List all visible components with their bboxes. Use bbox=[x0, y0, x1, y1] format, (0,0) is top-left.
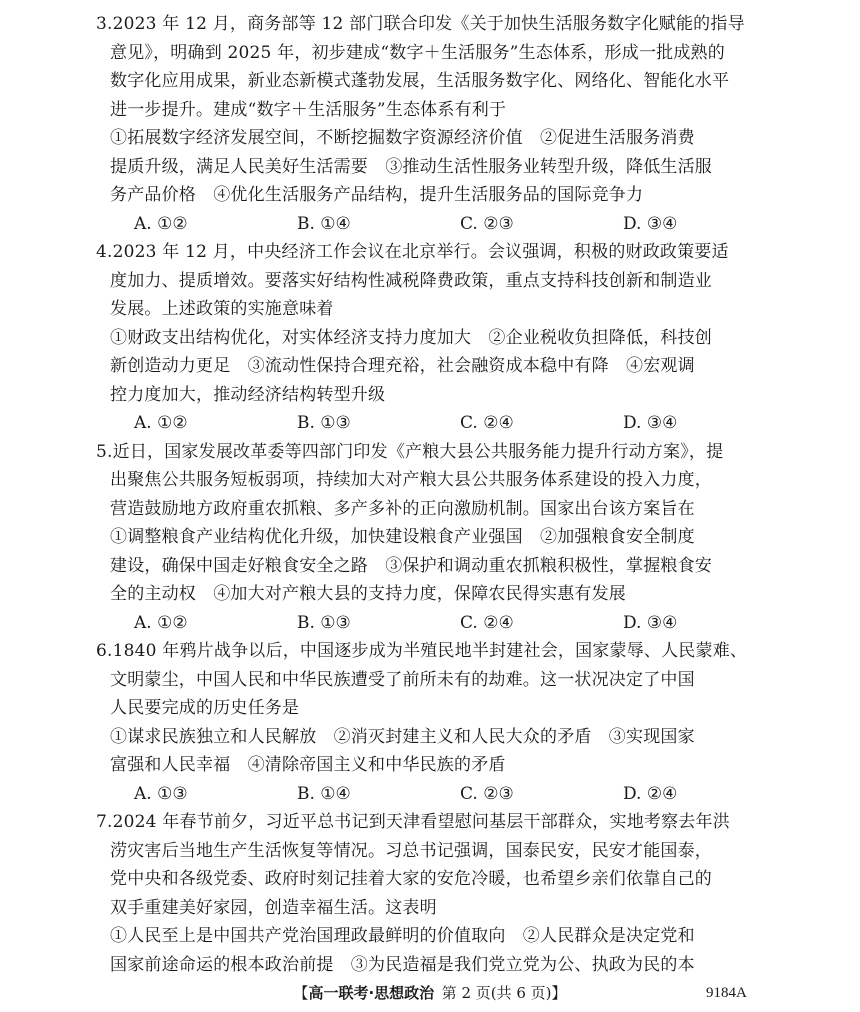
question-stem-text: 党中央和各级党委、政府时刻记挂着大家的安危冷暖，也希望乡亲们依靠自己的 bbox=[110, 869, 712, 889]
question-stem-line bbox=[110, 295, 760, 324]
question-stem-line bbox=[110, 666, 760, 695]
question-stem-line bbox=[96, 238, 760, 267]
answer-options bbox=[110, 780, 760, 809]
answer-option-a: A. ①② bbox=[134, 213, 188, 234]
footer-dot: · bbox=[368, 984, 375, 1002]
answer-options bbox=[110, 409, 760, 438]
question-stem-text: 1840 年鸦片战争以后，中国逐步成为半殖民地半封建社会，国家蒙辱、人民蒙难、 bbox=[112, 641, 748, 661]
answer-options bbox=[110, 210, 760, 239]
question-stem-line bbox=[110, 865, 760, 894]
answer-options bbox=[110, 609, 760, 638]
statement-line: 控力度加大，推动经济结构转型升级 bbox=[110, 384, 386, 405]
statement-line: ①调整粮食产业结构优化升级，加快建设粮食产业强国 ②加强粮食安全制度 bbox=[110, 527, 695, 547]
question-stem-line bbox=[110, 466, 760, 495]
question-5 bbox=[96, 438, 760, 638]
footer-page-number: 第 2 页(共 6 页) bbox=[441, 984, 552, 1002]
statement-line: 全的主动权 ④加大对产粮大县的支持力度，保障农民得实惠有发展 bbox=[110, 584, 626, 604]
question-stem-line bbox=[96, 637, 760, 666]
question-stem-text: 近日，国家发展改革委等四部门印发《产粮大县公共服务能力提升行动方案》，提 bbox=[112, 441, 724, 462]
answer-option-b: B. ①③ bbox=[297, 413, 351, 433]
footer-right-bracket: 】 bbox=[551, 984, 567, 1002]
footer-exam: 高一联考 bbox=[308, 984, 369, 1002]
statement-line: ①人民至上是中国共产党治国理政最鲜明的价值取向 ②人民群众是决定党和 bbox=[110, 926, 695, 946]
question-stem-text: 数字化应用成果，新业态新模式蓬勃发展，生活服务数字化、网络化、智能化水平 bbox=[110, 71, 730, 91]
statement-line: 新创造动力更足 ③流动性保持合理充裕，社会融资成本稳中有降 ④宏观调 bbox=[110, 356, 695, 376]
answer-option-a: A. ①③ bbox=[134, 783, 188, 804]
question-stem-text: 文明蒙尘，中国人民和中华民族遭受了前所未有的劫难。这一状况决定了中国 bbox=[110, 669, 695, 690]
question-stem-text: 出聚焦公共服务短板弱项，持续加大对产粮大县公共服务体系建设的投入力度， bbox=[110, 470, 712, 490]
question-number: 7. bbox=[96, 812, 113, 832]
answer-option-b: B. ①③ bbox=[297, 612, 351, 633]
answer-option-b: B. ①④ bbox=[297, 213, 351, 234]
answer-option-a: A. ①② bbox=[134, 413, 188, 433]
question-6 bbox=[96, 637, 760, 808]
statement-line: 国家前途命运的根本政治前提 ③为民造福是我们党立党为公、执政为民的本 bbox=[110, 954, 695, 975]
answer-option-d: D. ③④ bbox=[623, 612, 678, 633]
statement-line: ①拓展数字经济发展空间，不断挖掘数字资源经济价值 ②促进生活服务消费 bbox=[110, 128, 695, 148]
question-stem-line bbox=[110, 495, 760, 524]
answer-option-d: D. ③④ bbox=[623, 413, 678, 433]
page-footer bbox=[0, 980, 860, 1006]
statement-line: ①谋求民族独立和人民解放 ②消灭封建主义和人民大众的矛盾 ③实现国家 bbox=[110, 726, 695, 747]
question-stem-line bbox=[110, 694, 760, 723]
question-stem-line bbox=[96, 438, 760, 467]
question-stem-text: 人民要完成的历史任务是 bbox=[110, 698, 300, 718]
statement-line: ①财政支出结构优化，对实体经济支持力度加大 ②企业税收负担降低，科技创 bbox=[110, 327, 712, 348]
question-stem-text: 度加力、提质增效。要落实好结构性减税降费政策，重点支持科技创新和制造业 bbox=[110, 270, 712, 291]
question-stem-text: 营造鼓励地方政府重农抓粮、多产多补的正向激励机制。国家出台该方案旨在 bbox=[110, 498, 695, 519]
question-stem-line bbox=[110, 894, 760, 923]
statement-line: 提质升级，满足人民美好生活需要 ③推动生活性服务业转型升级，降低生活服 bbox=[110, 156, 712, 177]
question-stem-text: 双手重建美好家园，创造幸福生活。这表明 bbox=[110, 897, 437, 918]
question-stem-text: 意见》，明确到 2025 年，初步建成“数字＋生活服务”生态体系，形成一批成熟的 bbox=[110, 42, 725, 63]
question-stem-line bbox=[110, 67, 760, 96]
answer-option-c: C. ②④ bbox=[460, 413, 514, 433]
question-stem-text: 进一步提升。建成“数字＋生活服务”生态体系有利于 bbox=[110, 99, 507, 120]
answer-option-c: C. ②③ bbox=[460, 213, 514, 234]
question-number: 5. bbox=[96, 441, 113, 462]
footer-left-bracket: 【 bbox=[293, 984, 309, 1002]
question-stem-text: 2023 年 12 月，商务部等 12 部门联合印发《关于加快生活服务数字化赋能的指导 bbox=[112, 14, 745, 34]
footer-exam-code: 9184A bbox=[706, 985, 747, 1001]
question-3 bbox=[96, 10, 760, 238]
question-4 bbox=[96, 238, 760, 438]
question-number: 6. bbox=[96, 641, 113, 661]
question-7 bbox=[96, 808, 760, 979]
statement-line: 建设，确保中国走好粮食安全之路 ③保护和调动重农抓粮积极性，掌握粮食安 bbox=[110, 555, 712, 576]
statement-line: 务产品价格 ④优化生活服务产品结构，提升生活服务品的国际竞争力 bbox=[110, 185, 644, 205]
question-stem-text: 2024 年春节前夕，习近平总书记到天津看望慰问基层干部群众，实地考察去年洪 bbox=[112, 812, 730, 832]
question-stem-line bbox=[110, 837, 760, 866]
question-stem-text: 发展。上述政策的实施意味着 bbox=[110, 299, 334, 319]
question-list bbox=[96, 10, 760, 979]
question-stem-line bbox=[96, 10, 760, 39]
question-stem-text: 2023 年 12 月，中央经济工作会议在北京举行。会议强调，积极的财政政策要适 bbox=[112, 242, 729, 262]
answer-option-b: B. ①④ bbox=[297, 783, 351, 804]
question-stem-line bbox=[96, 808, 760, 837]
statement-line: 富强和人民幸福 ④清除帝国主义和中华民族的矛盾 bbox=[110, 755, 506, 775]
answer-option-c: C. ②③ bbox=[460, 783, 514, 804]
answer-option-a: A. ①② bbox=[134, 612, 188, 633]
answer-option-d: D. ②④ bbox=[623, 783, 678, 804]
answer-option-d: D. ③④ bbox=[623, 213, 678, 234]
question-stem-line bbox=[110, 39, 760, 68]
question-stem-line bbox=[110, 96, 760, 125]
question-stem-text: 涝灾害后当地生产生活恢复等情况。习总书记强调，国泰民安，民安才能国泰， bbox=[110, 840, 712, 861]
question-number: 3. bbox=[96, 14, 113, 34]
answer-option-c: C. ②④ bbox=[460, 612, 514, 633]
question-stem-line bbox=[110, 267, 760, 296]
question-number: 4. bbox=[96, 242, 113, 262]
footer-subject: 思想政治 bbox=[374, 984, 435, 1002]
